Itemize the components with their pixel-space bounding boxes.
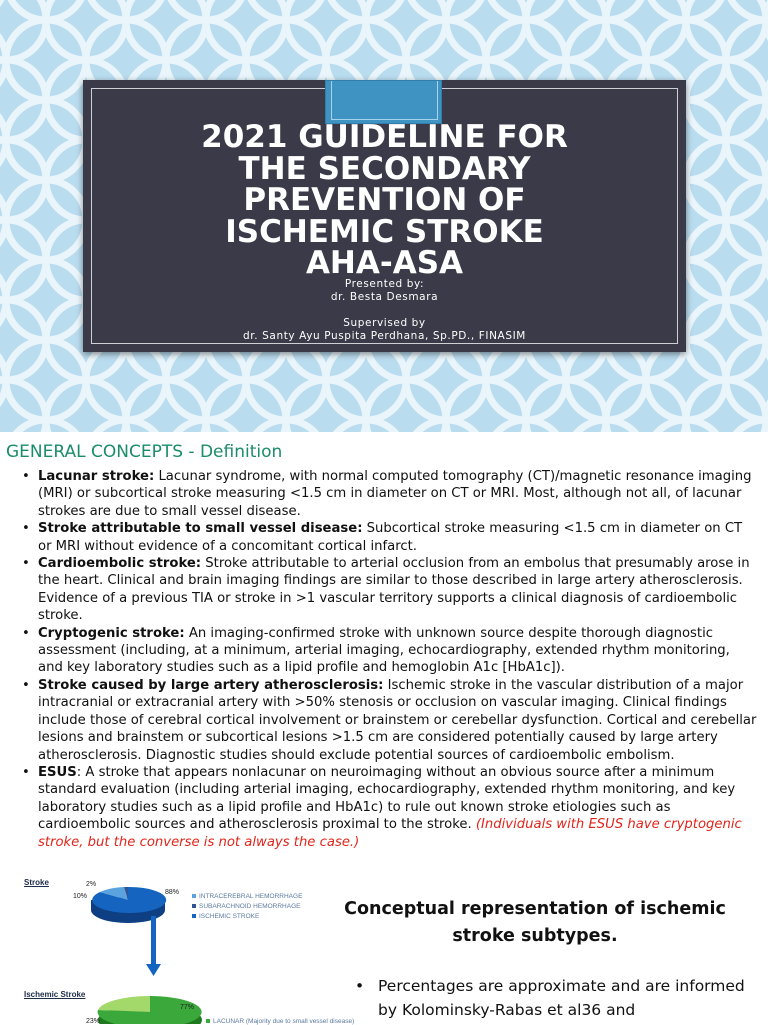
legend-item: LACUNAR (Majority due to small vessel disease) <box>206 1018 354 1025</box>
note-list <box>352 974 752 1022</box>
title-slide <box>0 0 768 432</box>
section-heading: GENERAL CONCEPTS - Definition <box>6 442 283 462</box>
definitions-slide <box>0 432 768 852</box>
pct-label-hemorrhage: 10% <box>73 893 88 900</box>
subtypes-slide <box>0 860 768 1024</box>
stroke-pie-charts <box>0 860 330 1024</box>
down-arrow-icon <box>146 916 161 976</box>
pie-slice-partial <box>98 996 150 1012</box>
presenter-name: dr. Besta Desmara <box>330 291 439 303</box>
stroke-chart-label: Stroke <box>24 878 49 887</box>
definition-term: Lacunar stroke: <box>38 469 155 484</box>
note-item: • Percentages are approximate and are informed by Kolominsky-Rabas et al36 and <box>352 974 752 1022</box>
definition-item <box>20 677 758 764</box>
legend-item: ISCHEMIC STROKE <box>192 913 259 920</box>
definition-term: Stroke caused by large artery atherosclerosis: <box>38 677 384 693</box>
pct-label-subarachnoid: 2% <box>86 881 97 888</box>
title-accent-tab <box>325 80 442 124</box>
definition-item <box>20 764 758 851</box>
supervisor-name: dr. Santy Ayu Puspita Perdhana, Sp.PD., FINASIM <box>243 330 526 342</box>
slide-title: 2021 GUIDELINE FOR THE SECONDARY PREVENTION OF ISCHEMIC STROKE AHA-ASA <box>201 119 568 281</box>
definition-text: : A stroke that appears nonlacunar on neuroimaging without an obvious source after a minimum standard evaluation (including arterial imaging, echocardiography, extended rhythm monitoring, and key laboratory studies such as a lipid profile and HbA1c) to rule out known stroke etiologies such as cardioembolic sources and atherosclerosis proximal to the stroke. <box>38 764 736 833</box>
ischemic-chart-label: Ischemic Stroke <box>24 990 86 999</box>
presented-by-label: Presented by: <box>344 278 425 290</box>
legend-item: INTRACEREBRAL HEMORRHAGE <box>192 893 302 900</box>
definition-item <box>20 468 758 520</box>
definition-term: ESUS <box>38 764 77 780</box>
definition-item <box>20 625 758 677</box>
pct-label-ischemic: 88% <box>165 889 180 896</box>
definition-term: Cardioembolic stroke: <box>38 556 202 572</box>
slide-title: Conceptual representation of ischemic stroke subtypes. <box>344 899 726 946</box>
definition-text: Subcortical stroke measuring <1.5 cm in diameter on CT or MRI without evidence of a concomitant cortical infarct. <box>38 521 743 554</box>
definition-text: An imaging-confirmed stroke with unknown source despite thorough diagnostic assessment (including, at a minimum, arterial imaging, echocardiography, extended rhythm monitoring, and key laboratory studies such as a lipid profile and hemoglobin A1c [HbA1c]). <box>38 625 730 676</box>
legend-item: SUBARACHNOID HEMORRHAGE <box>192 903 300 910</box>
definition-list <box>20 468 758 851</box>
definition-text: Stroke attributable to arterial occlusion from an embolus that presumably arose in the heart. Clinical and brain imaging findings are similar to those described in large artery atherosclerosis. Evidence of a previous TIA or stroke in >1 vascular territory supports a clinical diagnosis of cardioembolic stroke. <box>38 556 750 624</box>
definition-item <box>20 555 758 625</box>
definition-item <box>20 520 758 555</box>
pct-label-partial: 23% <box>86 1018 101 1025</box>
definition-term: Cryptogenic stroke: <box>38 625 185 641</box>
slide-subtitle <box>83 278 686 343</box>
supervised-by-label: Supervised by <box>343 317 426 329</box>
definition-term: Stroke attributable to small vessel disease: <box>38 521 363 537</box>
definition-text: Ischemic stroke in the vascular distribution of a major intracranial or extracranial artery with >50% stenosis or occlusion on vascular imaging. Clinical findings include those of cerebral cortical involvement or brainstem or cerebellar dysfunction. Cortical and cerebellar lesions and brainstem or subcortical lesions >1.5 cm are considered potentially caused by large artery atherosclerosis. Diagnostic studies should exclude potential sources of cardioembolic embolism. <box>38 677 757 763</box>
definition-note: (Individuals with ESUS have cryptogenic stroke, but the converse is not always the case.) <box>38 817 742 850</box>
definition-text: Lacunar syndrome, with normal computed tomography (CT)/magnetic resonance imaging (MRI) or subcortical stroke measuring <1.5 cm in diameter on CT or MRI. Most, although not all, of lacunar strokes are due to small vessel disease. <box>38 469 752 519</box>
pct-label-lacunar: 77% <box>180 1004 195 1011</box>
